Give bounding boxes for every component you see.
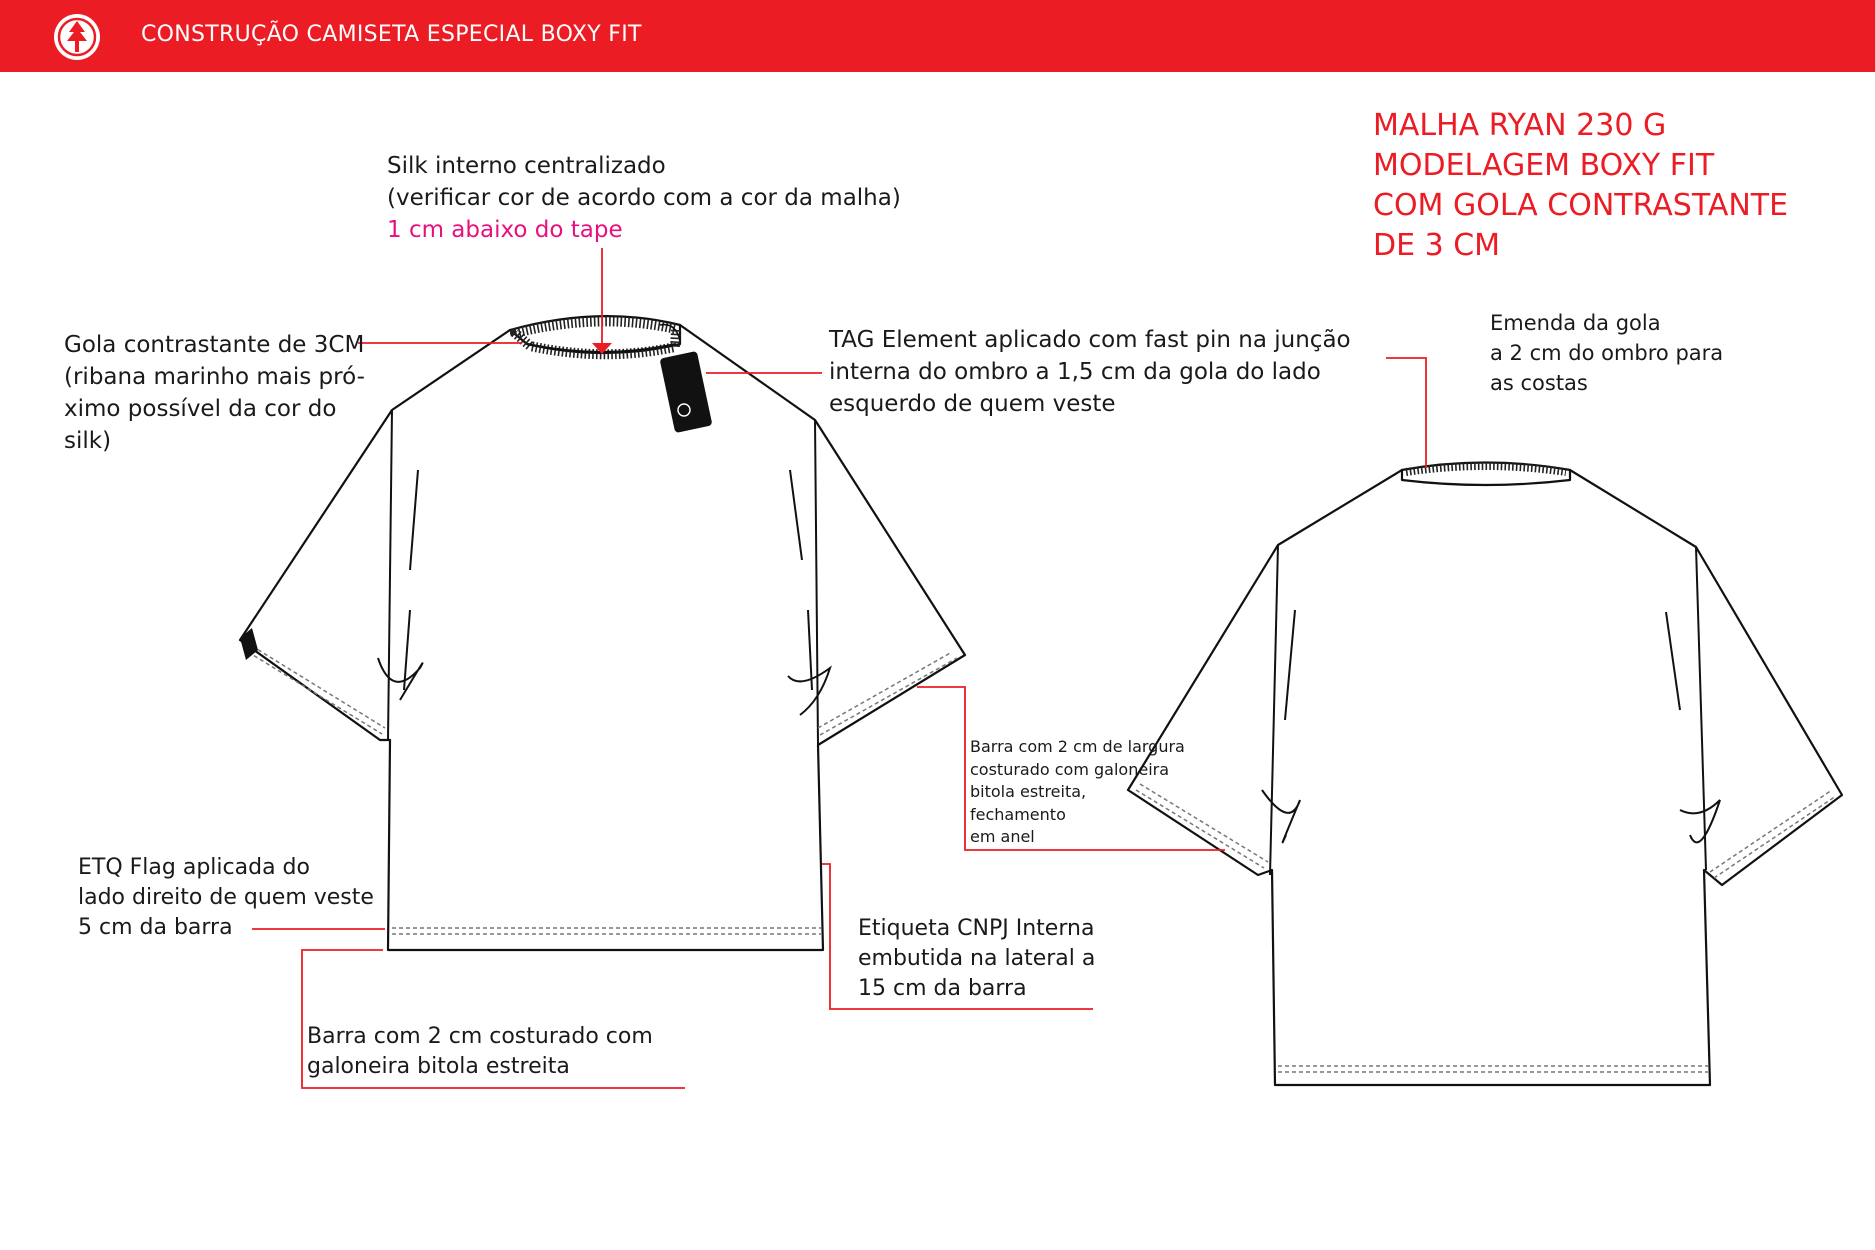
emenda-note: Emenda da gola a 2 cm do ombro para as costas <box>1490 311 1724 395</box>
fabric-spec: MALHA RYAN 230 G MODELAGEM BOXY FIT COM GOLA CONTRASTANTE DE 3 CM <box>1373 108 1789 263</box>
header-title: CONSTRUÇÃO CAMISETA ESPECIAL BOXY FIT <box>141 22 642 47</box>
barra-corpo-note: Barra com 2 cm costurado com galoneira bitola estreita <box>307 1024 653 1079</box>
silk-highlight: 1 cm abaixo do tape <box>387 217 623 243</box>
silk-note <box>387 150 901 246</box>
barra-manga-note: Barra com 2 cm de largura costurado com galoneira bitola estreita, fechamento em anel <box>970 737 1185 846</box>
silk-line-1: Silk interno centralizado <box>387 153 666 179</box>
etiqueta-cnpj-note: Etiqueta CNPJ Interna embutida na lateral a 15 cm da barra <box>858 916 1096 1001</box>
etq-flag-note: ETQ Flag aplicada do lado direito de quem veste 5 cm da barra <box>78 855 374 940</box>
back-shirt <box>1128 463 1842 1086</box>
tag-note: TAG Element aplicado com fast pin na junção interna do ombro a 1,5 cm da gola do lado esquerdo de quem veste <box>829 327 1351 417</box>
silk-line-2: (verificar cor de acordo com a cor da malha) <box>387 185 901 211</box>
leader-emenda <box>1386 358 1426 468</box>
gola-note: Gola contrastante de 3CM (ribana marinho mais pró- ximo possível da cor do silk) <box>64 332 365 454</box>
